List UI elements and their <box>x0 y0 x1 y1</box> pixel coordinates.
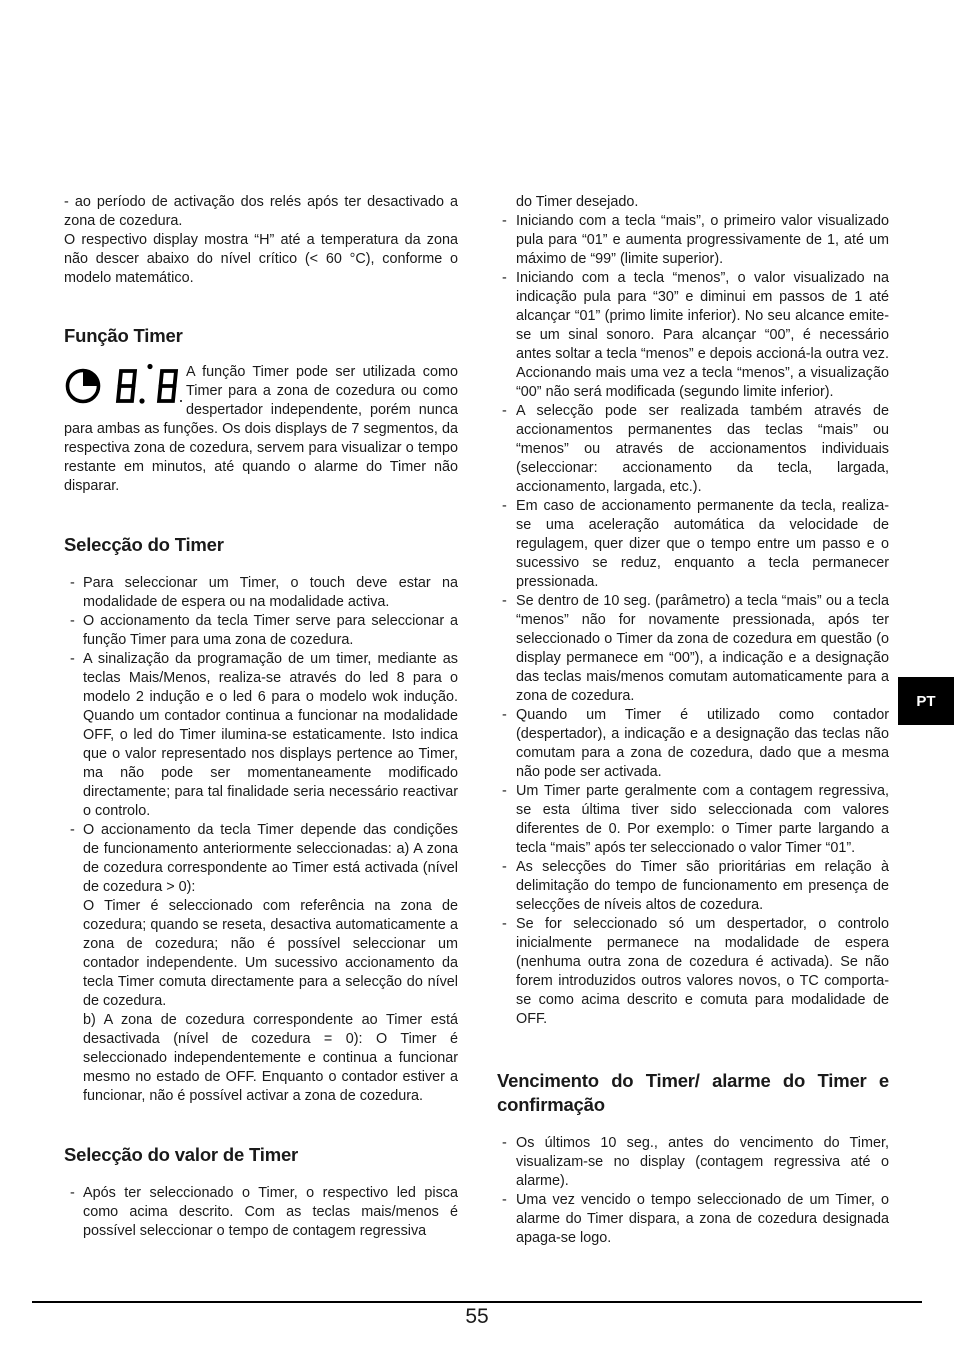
vencimento-list <box>497 1134 889 1248</box>
seven-segment-display-icon <box>118 371 176 401</box>
list-continuation: O Timer é seleccionado com referência na zona de cozedura; quando se reseta, desactiva automaticamente a zona de cozedura; não é possível seleccionar um contador independente. Um sucessivo accionamento da tecla Timer comuta directamente para a selecção do nível de cozedura. <box>83 898 458 1009</box>
list-item: - Iniciando com a tecla “menos”, o valor visualizado na indicação pula para “30” e diminui em passos de 1 até alcançar “01” (primo limite inferior). No seu alcance emite-se um sinal sonoro. Para alcançar “00”, é necessário antes soltar a tecla “menos” e depois accioná-la outra vez. Accionando mais uma vez a tecla “menos”, a visualização “00” não será modificada (segundo limite inferior). <box>497 269 889 402</box>
left-column <box>64 193 458 1241</box>
list-item: - Em caso de accionamento permanente da tecla, realiza-se uma aceleração automática da velocidade de regulagem, quer dizer que o tempo entre um passo e o sucessivo se reduz, enquanto a tecla permanecer pressionada. <box>497 497 889 592</box>
list-item: - Após ter seleccionado o Timer, o respectivo led pisca como acima descrito. Com as teclas mais/menos é possível seleccionar o tempo de contagem regressiva <box>64 1184 458 1241</box>
intro-para-2: O respectivo display mostra “H” até a temperatura da zona não descer abaixo do nível crítico (< 60 °C), conforme o modelo matemático. <box>64 232 458 286</box>
section-title-vencimento: Vencimento do Timer/ alarme do Timer e confirmação <box>497 1070 889 1115</box>
list-item: - A selecção pode ser realizada também através de accionamentos permanentes das teclas “mais” ou “menos” ou através de accionamentos individuais (seleccionar: accionamento da tecla, largada, accionamento, largada, etc.). <box>497 402 889 497</box>
section-title-seleccao-valor: Selecção do valor de Timer <box>64 1144 299 1165</box>
timer-display-icon <box>64 363 182 405</box>
list-continuation: do Timer desejado. <box>516 194 639 210</box>
funcao-timer-block <box>64 363 458 496</box>
seleccao-valor-list <box>64 1184 458 1241</box>
list-item: - Quando um Timer é utilizado como contador (despertador), a indicação e a designação das teclas não comutam para a zona de cozedura, dado que a mesma não pode ser activada. <box>497 706 889 782</box>
list-item: - O accionamento da tecla Timer depende das condições de funcionamento anteriormente seleccionadas: a) A zona de cozedura correspondente ao Timer está activada (nível de cozedura > 0): <box>64 821 458 897</box>
list-item: - O accionamento da tecla Timer serve para seleccionar a função Timer para uma zona de cozedura. <box>64 612 458 650</box>
list-item: - Os últimos 10 seg., antes do vencimento do Timer, visualizam-se no display (contagem regressiva até o alarme). <box>497 1134 889 1191</box>
list-item: - Uma vez vencido o tempo seleccionado de um Timer, o alarme do Timer dispara, a zona de cozedura designada apaga-se logo. <box>497 1191 889 1248</box>
list-item: - Para seleccionar um Timer, o touch deve estar na modalidade de espera ou na modalidade activa. <box>64 574 458 612</box>
seleccao-timer-list <box>64 574 458 897</box>
footer-divider <box>32 1301 922 1303</box>
page-number: 55 <box>465 1305 489 1328</box>
funcao-timer-text: A função Timer pode ser utilizada como Timer para a zona de cozedura ou como despertador independente, porém nunca para ambas as funções. Os dois displays de 7 segmentos, da respectiva zona de cozedura, servem para visualizar o tempo restante em minutos, até quando o alarme do Timer não disparar. <box>64 364 458 494</box>
section-title-funcao-timer: Função Timer <box>64 325 183 346</box>
list-item: - Iniciando com a tecla “mais”, o primeiro valor visualizado pula para “01” e aumenta progressivamente de 1, até um máximo de “99” (limite superior). <box>497 212 889 269</box>
list-item: - As selecções do Timer são prioritárias em relação à delimitação do tempo de funcionamento em presença de selecções de níveis altos de cozedura. <box>497 858 889 915</box>
list-item: - Um Timer parte geralmente com a contagem regressiva, se esta última tiver sido seleccionada com valores diferentes de 0. Por exemplo: o Timer parte largando a tecla “mais” após ter seleccionado o valor Timer “01”. <box>497 782 889 858</box>
clock-icon <box>68 371 99 402</box>
intro-para-1: - ao período de activação dos relés após ter desactivado a zona de cozedura. <box>64 194 458 229</box>
section-title-seleccao-timer: Selecção do Timer <box>64 534 224 555</box>
timer-value-list <box>497 212 889 1029</box>
right-column <box>497 193 889 1248</box>
language-tab: PT <box>898 677 954 725</box>
list-continuation: b) A zona de cozedura correspondente ao Timer está desactivada (nível de cozedura = 0): O Timer é seleccionado independentemente e continua a funcionar mesmo no estado de OFF. Enquanto o contador estiver a funcionar, não é possível activar a zona de cozedura. <box>83 1012 458 1104</box>
list-item: - Se dentro de 10 seg. (parâmetro) a tecla “mais” ou a tecla “menos” não for novamente pressionada, após ter seleccionado o Timer da zona de cozedura em questão (o display permanece em “00”), a indicação e a designação das teclas mais/menos comutam automaticamente para a zona de cozedura. <box>497 592 889 706</box>
list-item: - Se for seleccionado só um despertador, o controlo inicialmente permanece na modalidade de espera (nenhuma outra zona de cozedura é activada). Se não forem introduzidos outros valores novos, o TC comporta-se como acima descrito e comuta para modalidade de OFF. <box>497 915 889 1029</box>
list-item: - A sinalização da programação de um timer, mediante as teclas Mais/Menos, realiza-se através do led 8 para o modelo 2 indução e o led 6 para o modelo wok indução. Quando um contador continua a funcionar na modalidade OFF, o led do Timer ilumina-se estaticamente. Isto indica que o valor representado nos displays pertence ao Timer, ma não pode ser momentaneamente modificado directamente; para tal finalidade seria necessário reactivar o controlo. <box>64 650 458 821</box>
